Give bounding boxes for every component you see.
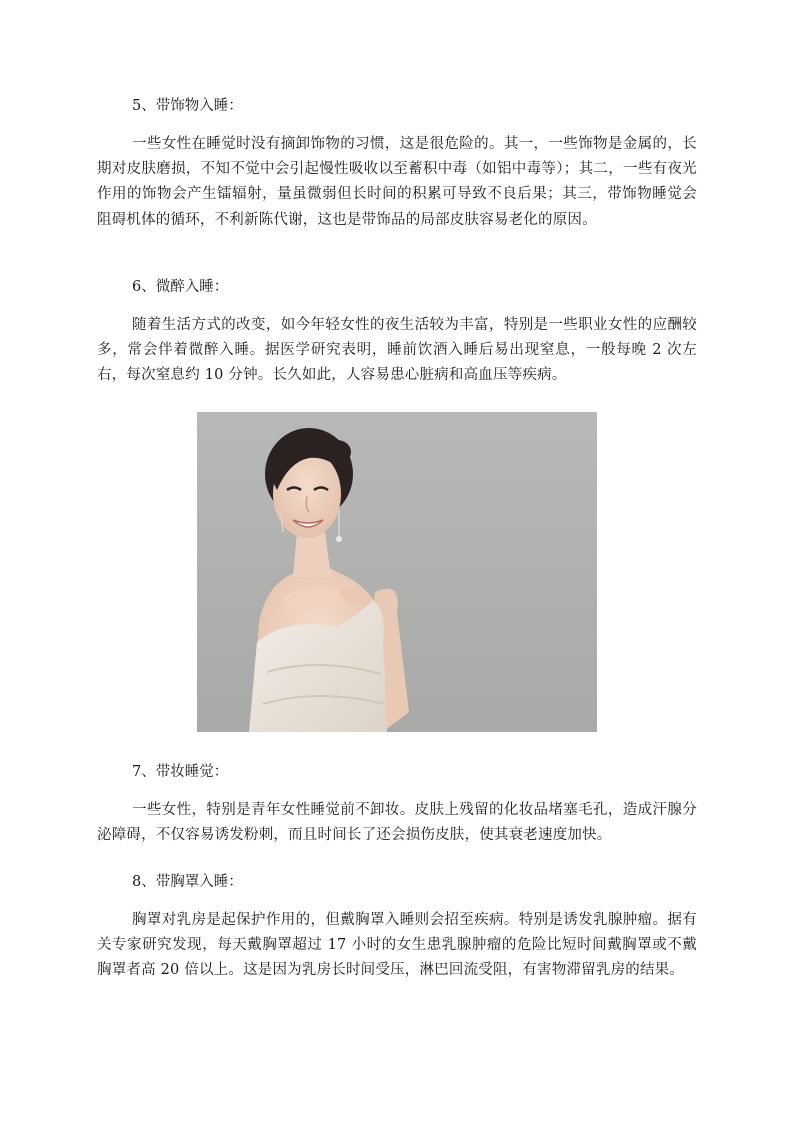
section-heading-5: 5、带饰物入睡： — [132, 98, 243, 114]
section-body-8: 胸罩对乳房是起保护作用的，但戴胸罩入睡则会招至疾病。特别是诱发乳腺肿瘤。据有关专家研究发现，每天戴胸罩超过 17 小时的女生患乳腺肿瘤的危险比短时间戴胸罩或不戴胸罩者高 20 倍以上。这是因为乳房长时间受压，淋巴回流受阻，有害物滞留乳房的结果。 — [97, 912, 697, 979]
portrait-illustration — [197, 412, 597, 732]
section-heading-6: 6、微醉入睡： — [132, 279, 229, 295]
section-heading-7: 7、带妆睡觉： — [132, 764, 229, 780]
section-body-7: 一些女性，特别是青年女性睡觉前不卸妆。皮肤上残留的化妆品堵塞毛孔，造成汗腺分泌障碍，不仅容易诱发粉刺，而且时间长了还会损伤皮肤，使其衰老速度加快。 — [97, 802, 697, 844]
section-body-6: 随着生活方式的改变，如今年轻女性的夜生活较为丰富，特别是一些职业女性的应酬较多，常会伴着微醉入睡。据医学研究表明，睡前饮酒入睡后易出现窒息，一般每晚 2 次左右，每次窒息约 10 分钟。长久如此，人容易患心脏病和高血压等疾病。 — [97, 317, 697, 384]
section-heading-8: 8、带胸罩入睡： — [132, 874, 243, 890]
portrait-photo — [197, 412, 597, 732]
section-body-5: 一些女性在睡觉时没有摘卸饰物的习惯，这是很危险的。其一，一些饰物是金属的，长期对皮肤磨损，不知不觉中会引起慢性吸收以至蓄积中毒（如铝中毒等）；其二，一些有夜光作用的饰物会产生镭辐射，量虽微弱但长时间的积累可导致不良后果；其三，带饰物睡觉会阻碍机体的循环，不利新陈代谢，这也是带饰品的局部皮肤容易老化的原因。 — [97, 136, 697, 228]
